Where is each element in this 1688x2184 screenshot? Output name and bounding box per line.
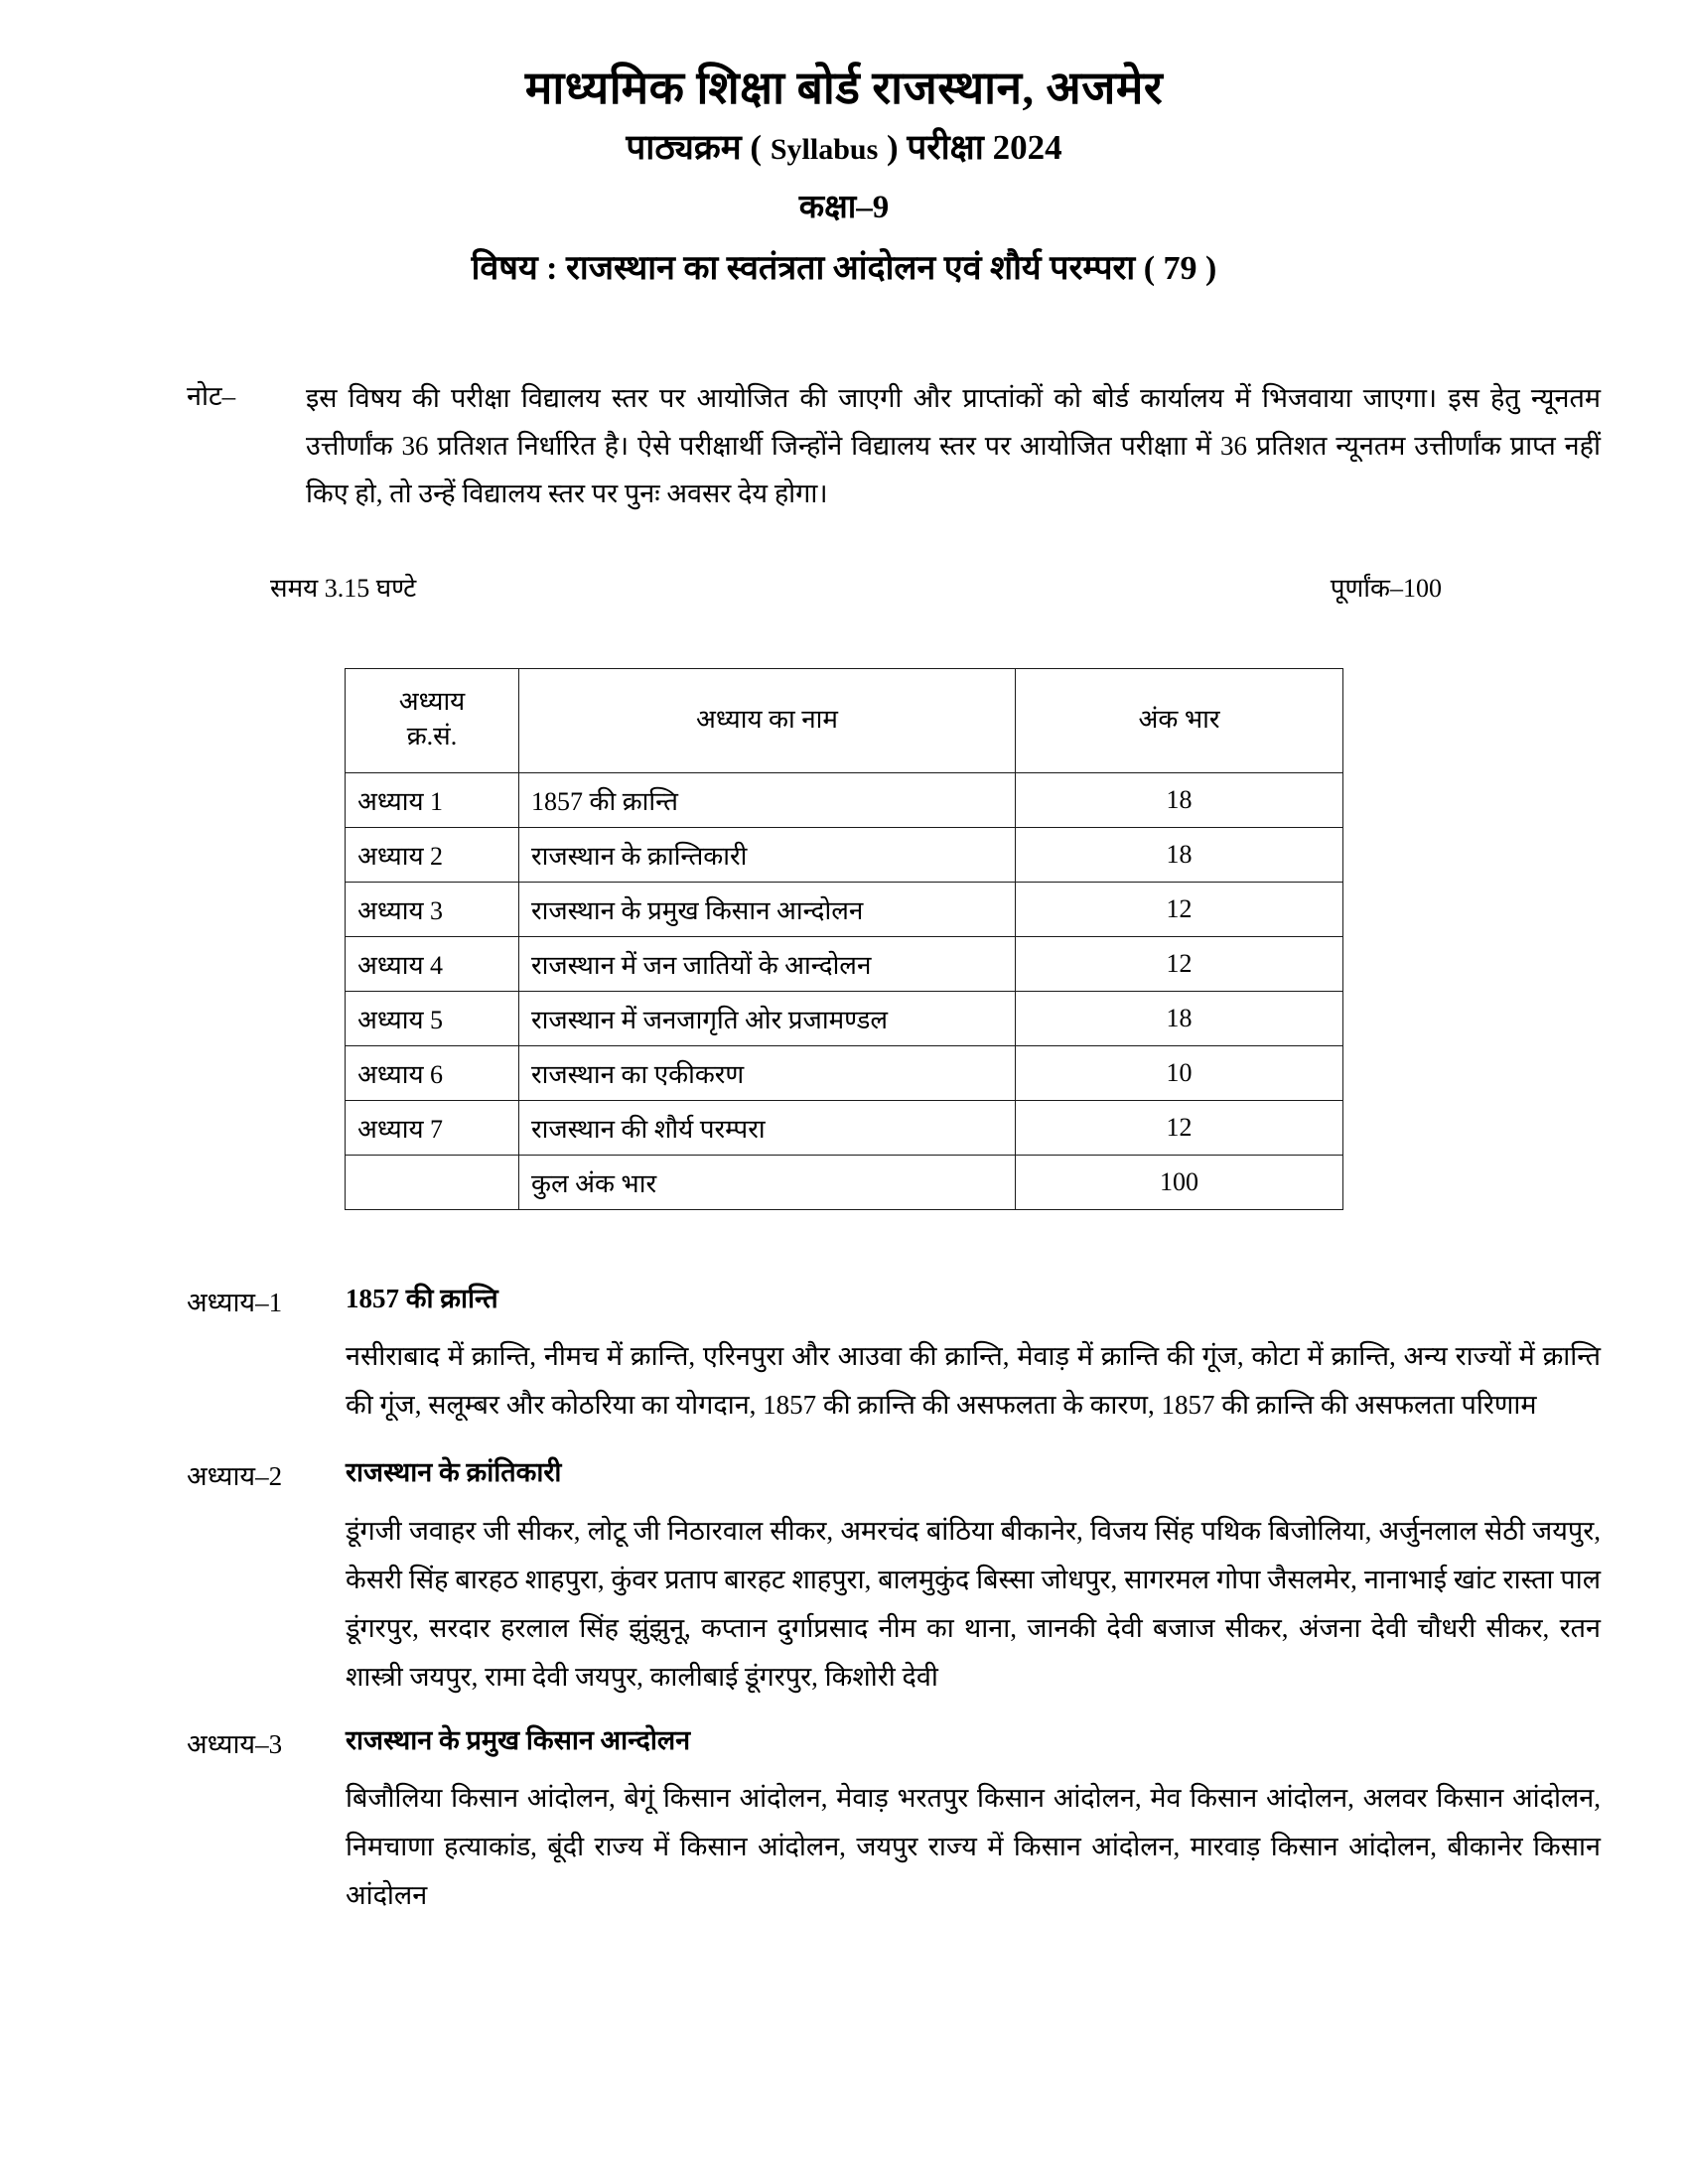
- cell-chapter-name: राजस्थान की शौर्य परम्परा: [519, 1101, 1016, 1156]
- table-row: [346, 1101, 1343, 1156]
- cell-marks: 10: [1016, 1046, 1343, 1101]
- chapter-section-3: [187, 1723, 1601, 1920]
- cell-marks: 12: [1016, 1101, 1343, 1156]
- cell-chapter-name: राजस्थान में जन जातियों के आन्दोलन: [519, 937, 1016, 992]
- table-row: [346, 828, 1343, 883]
- chapter-label-3: अध्याय–3: [187, 1729, 283, 1759]
- cell-chapter-name: राजस्थान का एकीकरण: [519, 1046, 1016, 1101]
- chapter-content-2: डूंगजी जवाहर जी सीकर, लोटू जी निठारवाल सीकर, अमरचंद बांठिया बीकानेर, विजय सिंह पथिक बिजोलिया, अर्जुनलाल सेठी जयपुर, केसरी सिंह बारहठ शाहपुरा, कुंवर प्रताप बारहट शाहपुरा, बालमुकुंद बिस्सा जोधपुर, सागरमल गोपा जैसलमेर, नानाभाई खांट रास्ता पाल डूंगरपुर, सरदार हरलाल सिंह झुंझुनू, कप्तान दुर्गाप्रसाद नीम का थाना, जानकी देवी बजाज सीकर, अंजना देवी चौधरी सीकर, रतन शास्त्री जयपुर, रामा देवी जयपुर, कालीबाई डूंगरपुर, किशोरी देवी: [346, 1515, 1601, 1692]
- weightage-table: [345, 668, 1343, 1210]
- chapter-label-2: अध्याय–2: [187, 1461, 283, 1492]
- table-total-row: [346, 1156, 1343, 1210]
- syllabus-latin-word: Syllabus: [770, 133, 879, 167]
- chapter-heading-1: 1857 की क्रान्ति: [346, 1284, 498, 1314]
- subject-line: विषय : राजस्थान का स्वतंत्रता आंदोलन एवं शौर्य परम्परा ( 79 ): [471, 250, 1217, 288]
- note-label: नोट–: [187, 381, 236, 412]
- chapter-content-3: बिजौलिया किसान आंदोलन, बेगूं किसान आंदोलन, मेवाड़ भरतपुर किसान आंदोलन, मेव किसान आंदोलन, अलवर किसान आंदोलन, निमचाणा हत्याकांड, बूंदी राज्य में किसान आंदोलन, जयपुर राज्य में किसान आंदोलन, मारवाड़ किसान आंदोलन, बीकानेर किसान आंदोलन: [346, 1783, 1601, 1911]
- chapter-heading-3: राजस्थान के प्रमुख किसान आन्दोलन: [346, 1725, 691, 1755]
- table-row: [346, 1046, 1343, 1101]
- cell-total-label: कुल अंक भार: [519, 1156, 1016, 1210]
- document-header: [0, 0, 1688, 289]
- chapter-section-1: [187, 1282, 1601, 1430]
- column-header-marks: अंक भार: [1016, 669, 1343, 773]
- cell-empty: [346, 1156, 519, 1210]
- syllabus-suffix: ) परीक्षा 2024: [878, 128, 1062, 168]
- table-row: [346, 883, 1343, 937]
- cell-chapter-name: राजस्थान के क्रान्तिकारी: [519, 828, 1016, 883]
- cell-marks: 12: [1016, 883, 1343, 937]
- chapter-details: [0, 1282, 1688, 1920]
- exam-meta-row: [0, 569, 1688, 605]
- board-title: माध्यमिक शिक्षा बोर्ड राजस्थान, अजमेर: [524, 63, 1164, 113]
- cell-chapter-name: राजस्थान के प्रमुख किसान आन्दोलन: [519, 883, 1016, 937]
- weightage-table-body: [346, 773, 1343, 1210]
- column-header-chapter-name: अध्याय का नाम: [519, 669, 1016, 773]
- note-text: इस विषय की परीक्षा विद्यालय स्तर पर आयोजित की जाएगी और प्राप्तांकों को बोर्ड कार्यालय में भिजवाया जाएगा। इस हेतु न्यूनतम उत्तीर्णांक 36 प्रतिशत निर्धारित है। ऐसे परीक्षार्थी जिन्होंने विद्यालय स्तर पर आयोजित परीक्षाा में 36 प्रतिशत न्यूनतम उत्तीर्णांक प्राप्त नहीं किए हो, तो उन्हें विद्यालय स्तर पर पुनः अवसर देय होगा।: [306, 383, 1601, 509]
- chapter-body-1: [346, 1282, 1601, 1430]
- table-header-row: [346, 669, 1343, 773]
- chapter-body-2: [346, 1455, 1601, 1702]
- cell-chapter-no: अध्याय 1: [346, 773, 519, 828]
- table-row: [346, 937, 1343, 992]
- chapter-content-1: नसीराबाद में क्रान्ति, नीमच में क्रान्ति, एरिनपुरा और आउवा की क्रान्ति, मेवाड़ में क्रान्ति की गूंज, कोटा में क्रान्ति, अन्य राज्यों में क्रान्ति की गूंज, सलूम्बर और कोठरिया का योगदान, 1857 की क्रान्ति की असफलता के कारण, 1857 की क्रान्ति की असफलता परिणाम: [346, 1341, 1601, 1421]
- cell-chapter-name: 1857 की क्रान्ति: [519, 773, 1016, 828]
- syllabus-prefix: पाठ्यक्रम (: [626, 128, 771, 168]
- cell-chapter-no: अध्याय 4: [346, 937, 519, 992]
- cell-total-marks: 100: [1016, 1156, 1343, 1210]
- exam-duration: समय 3.15 घण्टे: [270, 574, 417, 604]
- chapter-label-1: अध्याय–1: [187, 1288, 283, 1318]
- table-row: [346, 773, 1343, 828]
- cell-chapter-no: अध्याय 6: [346, 1046, 519, 1101]
- chapter-section-2: [187, 1455, 1601, 1702]
- note-block: [0, 374, 1688, 517]
- chapter-body-3: [346, 1723, 1601, 1920]
- cell-marks: 18: [1016, 828, 1343, 883]
- weightage-table-wrap: [0, 668, 1688, 1210]
- cell-chapter-no: अध्याय 5: [346, 992, 519, 1046]
- cell-marks: 18: [1016, 992, 1343, 1046]
- table-row: [346, 992, 1343, 1046]
- cell-chapter-no: अध्याय 3: [346, 883, 519, 937]
- column-header-chapter-no: [346, 669, 519, 773]
- cell-chapter-name: राजस्थान में जनजागृति ओर प्रजामण्डल: [519, 992, 1016, 1046]
- cell-marks: 18: [1016, 773, 1343, 828]
- chapter-heading-2: राजस्थान के क्रांतिकारी: [346, 1457, 562, 1488]
- cell-chapter-no: अध्याय 7: [346, 1101, 519, 1156]
- cell-marks: 12: [1016, 937, 1343, 992]
- column-header-chapter-no-line1: अध्याय: [398, 687, 466, 717]
- syllabus-exam-line: [0, 127, 1688, 169]
- max-marks: पूर्णांक–100: [1330, 574, 1442, 604]
- cell-chapter-no: अध्याय 2: [346, 828, 519, 883]
- column-header-chapter-no-line2: क्र.सं.: [406, 722, 458, 751]
- class-line: कक्षा–9: [798, 190, 890, 226]
